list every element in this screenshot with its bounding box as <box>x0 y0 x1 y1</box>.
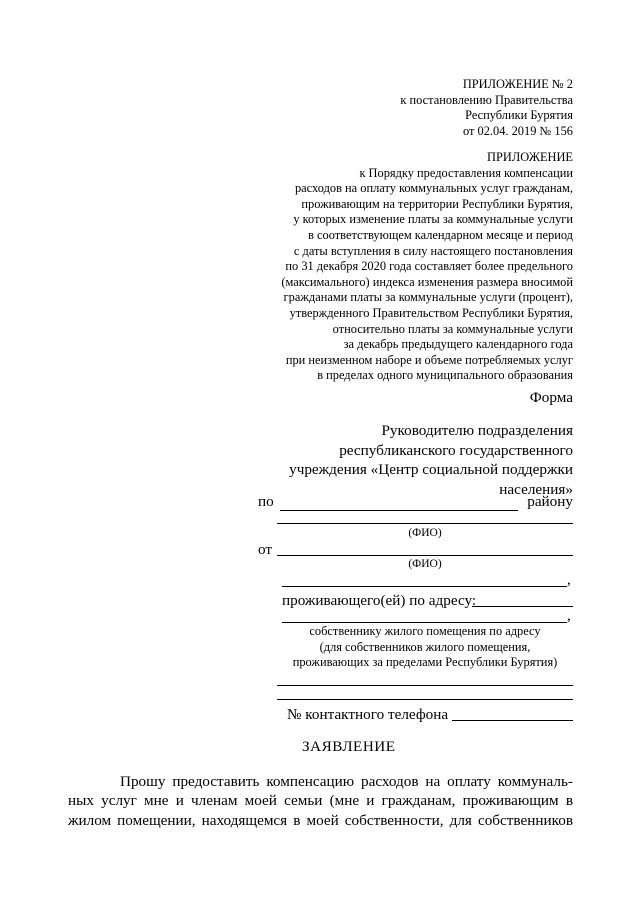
owner-address-field[interactable] <box>277 685 573 686</box>
appendix-sub-line: гражданами платы за коммунальные услуги (процент), <box>283 290 573 305</box>
applicant-extra-field[interactable] <box>282 586 567 587</box>
addressee-line: населения» <box>499 480 573 498</box>
addressee-fio-field[interactable] <box>277 523 573 524</box>
appendix-sub-line: за декабрь предыдущего календарного года <box>343 337 573 352</box>
address-continuation-field[interactable] <box>282 622 567 623</box>
appendix-sub-line: в соответствующем календарном месяце и период <box>308 227 573 242</box>
owner-caption <box>277 624 573 671</box>
owner-caption-line: проживающих за пределами Республики Бурятия) <box>292 655 558 670</box>
appendix-header-line: Республики Бурятия <box>465 108 573 123</box>
fio-caption: (ФИО) <box>408 558 442 570</box>
appendix-sub-line: в пределах одного муниципального образования <box>317 368 573 383</box>
appendix-sub-line: расходов на оплату коммунальных услуг гражданам, <box>294 181 573 196</box>
comma: , <box>567 571 571 588</box>
form-label: Форма <box>529 389 573 406</box>
addressee-block <box>289 421 573 499</box>
owner-caption-line: собственнику жилого помещения по адресу <box>309 624 541 638</box>
appendix-header-line: ПРИЛОЖЕНИЕ № 2 <box>462 77 573 91</box>
appendix-sub-line: проживающим на территории Республики Бурятия, <box>301 196 573 211</box>
appendix-sub-line: (максимального) индекса изменения размера вносимой <box>281 274 573 289</box>
statement-line: жилом помещении, находящемся в моей собственности, для собственников <box>68 811 573 829</box>
statement-line: Прошу предоставить компенсацию расходов на оплату коммуналь- <box>120 773 573 790</box>
residing-label: проживающего(ей) по адресу: <box>282 592 477 609</box>
statement-title: ЗАЯВЛЕНИЕ <box>302 738 396 755</box>
ot-label: от <box>258 541 273 558</box>
appendix-header <box>400 77 573 139</box>
addressee-line: учреждения «Центр социальной поддержки <box>289 461 573 478</box>
comma: , <box>567 607 571 624</box>
phone-field[interactable] <box>452 720 573 721</box>
phone-label: № контактного телефона <box>287 706 449 723</box>
po-label: по <box>258 493 274 510</box>
owner-caption-line: (для собственников жилого помещения, <box>319 639 531 654</box>
appendix-sub-line: к Порядку предоставления компенсации <box>359 165 573 180</box>
appendix-sub-line: утвержденного Правительством Республики Бурятия, <box>289 305 573 320</box>
appendix-header-line: к постановлению Правительства <box>400 92 573 107</box>
address-field[interactable] <box>472 606 573 607</box>
addressee-line: Руководителю подразделения <box>381 422 573 439</box>
appendix-header-line: от 02.04. 2019 № 156 <box>462 123 573 138</box>
appendix-sub-line: с даты вступления в силу настоящего постановления <box>293 243 573 258</box>
applicant-fio-field[interactable] <box>277 555 573 556</box>
appendix-sub-line: относительно платы за коммунальные услуги <box>332 321 573 336</box>
statement-line: ных услуг мне и членам моей семьи (мне и гражданам, проживающим в <box>68 792 573 810</box>
appendix-sub-line: у которых изменение платы за коммунальные услуги <box>293 212 573 227</box>
appendix-sub-line: при неизменном наборе и объеме потребляемых услуг <box>285 352 573 367</box>
appendix-sub-line: ПРИЛОЖЕНИЕ <box>487 150 573 164</box>
appendix-sub-line: по 31 декабря 2020 года составляет более предельного <box>285 259 573 274</box>
district-label: району <box>527 493 573 510</box>
owner-address-field-2[interactable] <box>277 699 573 700</box>
appendix-sub <box>281 150 573 384</box>
addressee-line: республиканского государственного <box>339 441 573 459</box>
fio-caption: (ФИО) <box>408 527 442 539</box>
statement-body <box>68 772 573 830</box>
district-field[interactable] <box>280 510 518 511</box>
